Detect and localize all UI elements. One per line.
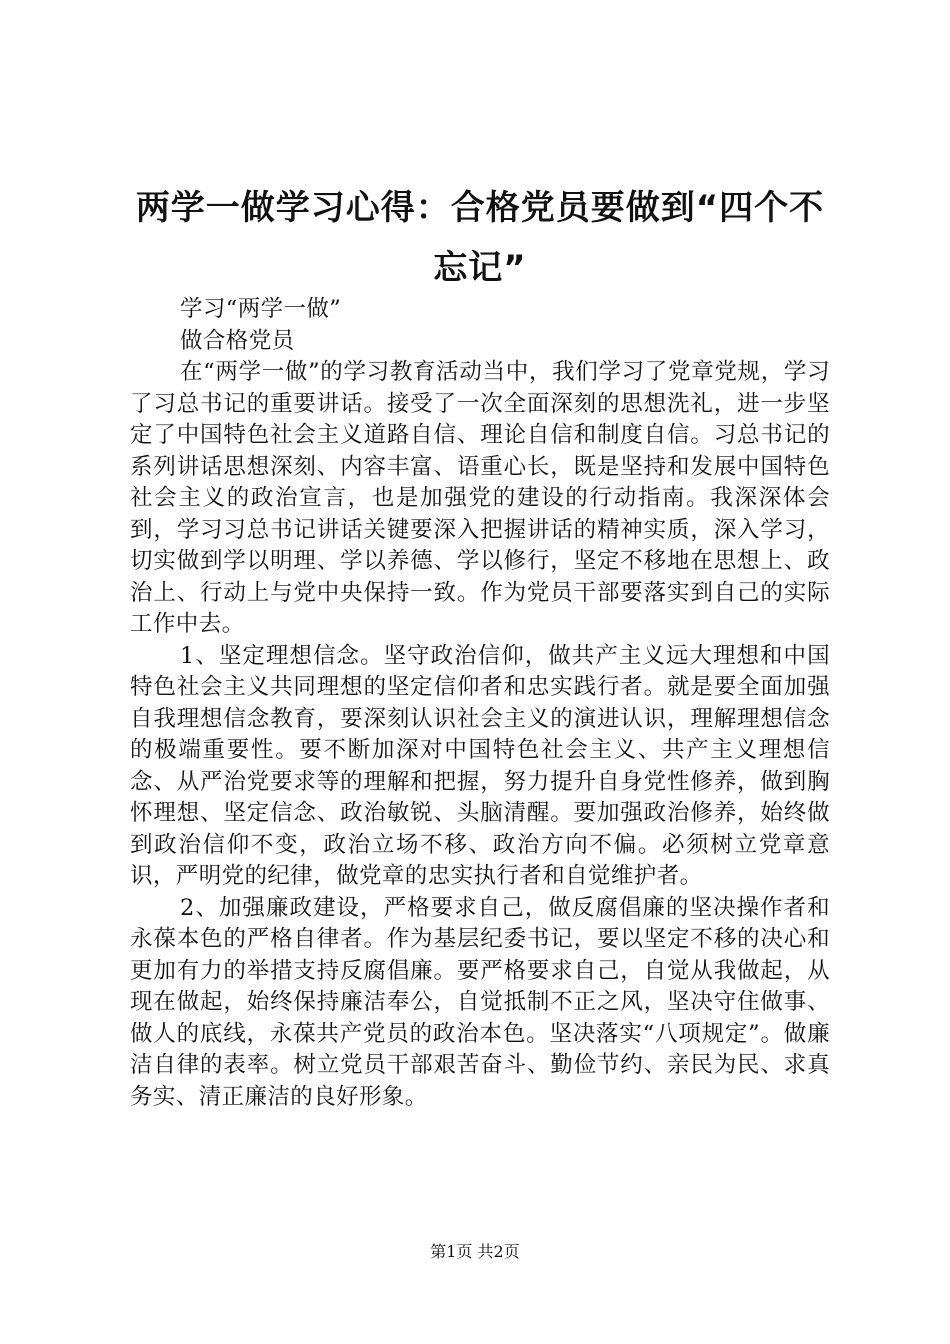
- document-body: [130, 294, 830, 1113]
- subtitle-line-1: 学习“两学一做”: [180, 296, 342, 322]
- paragraph-point-2: 2、加强廉政建设，严格要求自己，做反腐倡廉的坚决操作者和永葆本色的严格自律者。作为基层纪委书记，要以坚定不移的决心和更加有力的举措支持反腐倡廉。要严格要求自己，自觉从我做起，从现在做起，始终保持廉洁奉公，自觉抵制不正之风，坚决守住做事、做人的底线，永葆共产党员的政治本色。坚决落实“八项规定”。做廉洁自律的表率。树立党员干部艰苦奋斗、勤俭节约、亲民为民、求真务实、清正廉洁的良好形象。: [130, 894, 830, 1110]
- page-footer: 第1页 共2页: [430, 1242, 520, 1261]
- document-title: 两学一做学习心得：合格党员要做到“四个不忘记”: [135, 188, 825, 288]
- paragraph-point-1: 1、坚定理想信念。坚守政治信仰，做共产主义远大理想和中国特色社会主义共同理想的坚定信仰者和忠实践行者。就是要全面加强自我理想信念教育，要深刻认识社会主义的演进认识，理解理想信念的极端重要性。要不断加深对中国特色社会主义、共产主义理想信念、从严治党要求等的理解和把握，努力提升自身党性修养，做到胸怀理想、坚定信念、政治敏锐、头脑清醒。要加强政治修养，始终做到政治信仰不变，政治立场不移、政治方向不偏。必须树立党章意识，严明党的纪律，做党章的忠实执行者和自觉维护者。: [130, 642, 830, 889]
- paragraph-intro: 在“两学一做”的学习教育活动当中，我们学习了党章党规，学习了习总书记的重要讲话。接受了一次全面深刻的思想洗礼，进一步坚定了中国特色社会主义道路自信、理论自信和制度自信。习总书记的系列讲话思想深刻、内容丰富、语重心长，既是坚持和发展中国特色社会主义的政治宣言，也是加强党的建设的行动指南。我深深体会到，学习习总书记讲话关键要深入把握讲话的精神实质，深入学习，切实做到学以明理、学以养德、学以修行，坚定不移地在思想上、政治上、行动上与党中央保持一致。作为党员干部要落实到自己的实际工作中去。: [130, 359, 830, 637]
- subtitle-line-2: 做合格党员: [180, 327, 295, 354]
